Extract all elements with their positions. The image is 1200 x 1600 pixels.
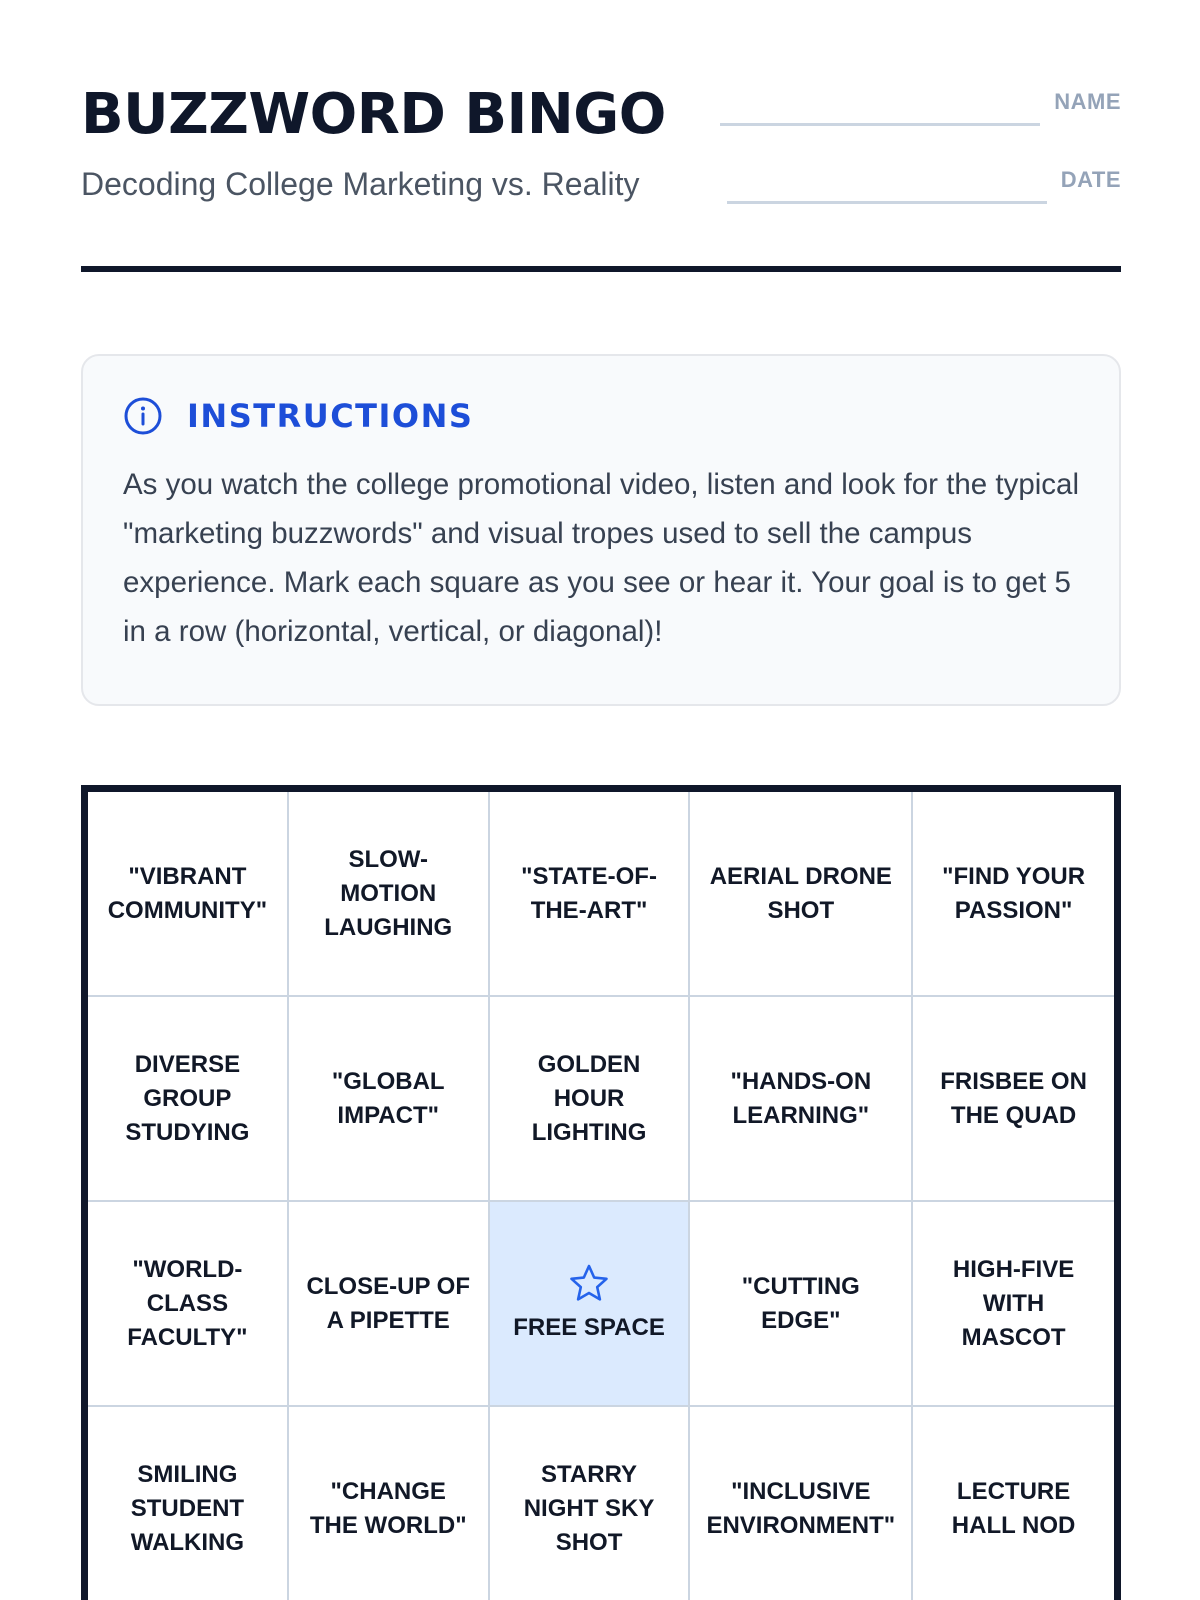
page-subtitle: Decoding College Marketing vs. Reality xyxy=(81,166,640,202)
bingo-cell-label: STARRY NIGHT SKY SHOT xyxy=(523,1460,655,1556)
bingo-cell[interactable] xyxy=(88,1202,289,1407)
bingo-cell[interactable] xyxy=(490,792,691,997)
instructions-heading xyxy=(123,394,1079,438)
name-input-line[interactable] xyxy=(720,92,1040,126)
bingo-cell-label: "HANDS-ON LEARNING" xyxy=(730,1067,872,1129)
bingo-cell-label: "CHANGE THE WORLD" xyxy=(309,1477,467,1539)
bingo-cell-label: DIVERSE GROUP STUDYING xyxy=(125,1050,250,1146)
free-space-label: FREE SPACE xyxy=(513,1313,665,1341)
bingo-cell-label: SMILING STUDENT WALKING xyxy=(130,1460,245,1556)
bingo-cell[interactable] xyxy=(289,1202,490,1407)
bingo-cell[interactable] xyxy=(490,997,691,1202)
bingo-cell[interactable] xyxy=(88,997,289,1202)
bingo-cell[interactable] xyxy=(913,792,1114,997)
bingo-cell[interactable] xyxy=(690,1202,913,1407)
bingo-cell[interactable] xyxy=(913,1202,1114,1407)
bingo-cell-label: "CUTTING EDGE" xyxy=(741,1272,860,1334)
name-field[interactable] xyxy=(720,89,1121,126)
page-title: BUZZWORD BINGO xyxy=(81,82,666,147)
bingo-cell-label: FRISBEE ON THE QUAD xyxy=(940,1067,1087,1129)
bingo-cell[interactable] xyxy=(690,792,913,997)
star-icon xyxy=(569,1263,609,1303)
bingo-cell-label: "WORLD-CLASS FACULTY" xyxy=(127,1255,248,1351)
name-label: NAME xyxy=(1054,89,1121,114)
bingo-cell[interactable] xyxy=(289,997,490,1202)
date-input-line[interactable] xyxy=(727,170,1047,204)
info-icon xyxy=(123,396,163,436)
worksheet-header xyxy=(81,82,1121,272)
bingo-cell-label: "INCLUSIVE ENVIRONMENT" xyxy=(706,1477,896,1539)
date-field[interactable] xyxy=(727,167,1121,204)
bingo-cell-label: "VIBRANT COMMUNITY" xyxy=(107,862,268,924)
bingo-cell-label: "GLOBAL IMPACT" xyxy=(331,1067,445,1129)
bingo-cell-label: "FIND YOUR PASSION" xyxy=(942,862,1086,924)
bingo-cell[interactable] xyxy=(490,1407,691,1600)
bingo-cell[interactable] xyxy=(690,997,913,1202)
bingo-cell[interactable] xyxy=(88,792,289,997)
bingo-cell-label: CLOSE-UP OF A PIPETTE xyxy=(306,1272,471,1334)
bingo-cell-label: HIGH-FIVE WITH MASCOT xyxy=(952,1255,1075,1351)
date-label: DATE xyxy=(1060,167,1121,192)
instructions-panel xyxy=(81,354,1121,706)
bingo-cell[interactable] xyxy=(690,1407,913,1600)
bingo-cell[interactable] xyxy=(289,792,490,997)
bingo-cell-label: "STATE-OF-THE-ART" xyxy=(521,862,657,924)
bingo-board xyxy=(81,785,1121,1600)
bingo-cell[interactable] xyxy=(289,1407,490,1600)
bingo-cell[interactable] xyxy=(913,1407,1114,1600)
bingo-cell[interactable] xyxy=(88,1407,289,1600)
bingo-cell[interactable] xyxy=(913,997,1114,1202)
instructions-text: As you watch the college promotional video, listen and look for the typical "marketing buzzwords" and visual tropes used to sell the campus experience. Mark each square as you see or hear it. Your goal is to get 5 in a row (horizontal, vertical, or diagonal)! xyxy=(123,468,1080,648)
bingo-cell-label: SLOW-MOTION LAUGHING xyxy=(324,845,453,941)
instructions-title: INSTRUCTIONS xyxy=(187,397,474,435)
bingo-cell-label: LECTURE HALL NOD xyxy=(951,1477,1076,1539)
bingo-cell-label: GOLDEN HOUR LIGHTING xyxy=(531,1050,647,1146)
bingo-cell-label: AERIAL DRONE SHOT xyxy=(709,862,892,924)
free-space-cell[interactable] xyxy=(490,1202,691,1407)
